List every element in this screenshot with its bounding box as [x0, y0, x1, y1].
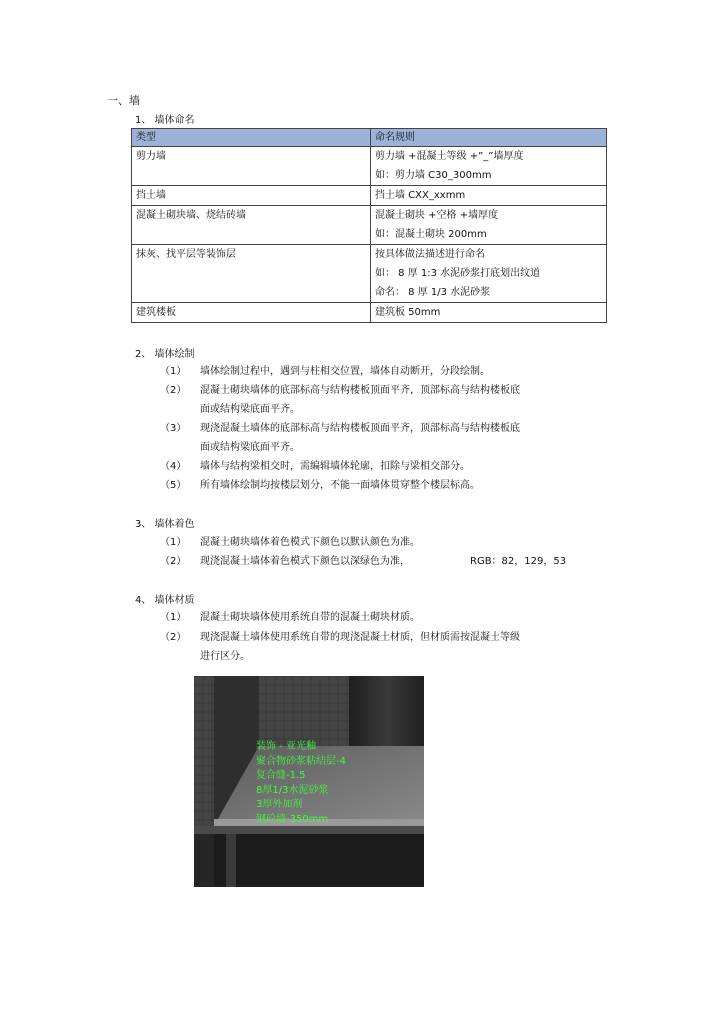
table-row	[132, 303, 607, 323]
table-row	[132, 206, 607, 245]
s3-item-text: 现浇混凝土墙体着色模式下颜色以深绿色为准，	[200, 556, 410, 567]
material-layer-overlay	[256, 740, 346, 827]
row-rules	[371, 206, 607, 245]
rule-line: 命名： 8 厚 1/3 水泥砂浆	[375, 287, 491, 298]
rule-line: 如：剪力墙 C30_300mm	[375, 170, 492, 181]
s3-item-num: （1）	[160, 537, 187, 548]
header-rules: 命名规则	[371, 129, 607, 147]
s4-item-text: 进行区分。	[200, 651, 250, 662]
table-row	[132, 186, 607, 206]
row-type: 挡土墙	[132, 186, 371, 206]
row-type: 建筑楼板	[132, 303, 371, 323]
rule-line: 建筑板 50mm	[375, 307, 441, 318]
s2-item-text: 面或结构梁底面平齐。	[200, 404, 300, 415]
naming-table	[131, 128, 607, 323]
s2-item-text: 所有墙体绘制均按楼层划分，不能一面墙体贯穿整个楼层标高。	[200, 480, 480, 491]
s4-item-text: 现浇混凝土墙体使用系统自带的现浇混凝土材质，但材质需按混凝土等级	[200, 632, 520, 643]
row-rules	[371, 245, 607, 303]
s4-item-text: 混凝土砌块墙体使用系统自带的混凝土砌块材质。	[200, 612, 420, 623]
rule-line: 挡土墙 CXX_xxmm	[375, 190, 466, 201]
table-header-row	[132, 129, 607, 147]
s2-item-num: （2）	[160, 385, 187, 396]
overlay-line: 钢砼墙-350mm	[256, 813, 329, 825]
s2-item-num: （1）	[160, 366, 187, 377]
row-type: 抹灰、找平层等装饰层	[132, 245, 371, 303]
row-rules	[371, 147, 607, 186]
s2-item-num: （3）	[160, 423, 187, 434]
s1-title: 1、 墙体命名	[135, 115, 195, 126]
s3-item-num: （2）	[160, 556, 187, 567]
wall-render-image	[194, 676, 424, 887]
rule-line: 剪力墙 +混凝土等级 +”_”墙厚度	[375, 151, 524, 162]
overlay-line: 8厚1/3水泥砂浆	[256, 784, 329, 796]
s4-title: 4、 墙体材质	[135, 595, 195, 606]
rule-line: 如： 8 厚 1:3 水泥砂浆打底划出纹道	[375, 268, 541, 279]
overlay-line: 3厚外加剂	[256, 799, 303, 810]
section-title: 一、墙	[107, 94, 140, 107]
s2-item-text: 现浇混凝土墙体的底部标高与结构楼板顶面平齐，顶部标高与结构楼板底	[200, 423, 520, 434]
s4-item-num: （2）	[160, 632, 187, 643]
row-type: 混凝土砌块墙、烧结砖墙	[132, 206, 371, 245]
row-rules	[371, 186, 607, 206]
s2-title: 2、 墙体绘制	[135, 349, 195, 360]
s2-item-text: 墙体绘制过程中，遇到与柱相交位置，墙体自动断开，分段绘制。	[200, 366, 490, 377]
s3-item-text: 混凝土砌块墙体着色模式下颜色以默认颜色为准。	[200, 537, 420, 548]
rule-line: 按具体做法描述进行命名	[375, 249, 485, 260]
s3-title: 3、 墙体着色	[135, 519, 195, 530]
row-rules	[371, 303, 607, 323]
row-type: 剪力墙	[132, 147, 371, 186]
rgb-value: RGB：82，129，53	[470, 556, 567, 567]
table-row	[132, 147, 607, 186]
overlay-line: 复合缝-1.5	[256, 770, 306, 781]
s4-item-num: （1）	[160, 612, 187, 623]
s2-item-num: （5）	[160, 480, 187, 491]
s2-item-text: 面或结构梁底面平齐。	[200, 442, 300, 453]
s2-item-text: 混凝土砌块墙体的底部标高与结构楼板顶面平齐，顶部标高与结构楼板底	[200, 385, 520, 396]
overlay-line: 聚合物砂浆粘结层-4	[256, 755, 346, 767]
rule-line: 如：混凝土砌块 200mm	[375, 229, 487, 240]
overlay-line: 装饰 - 亚光釉	[256, 741, 316, 752]
header-type: 类型	[132, 129, 371, 147]
table-row	[132, 245, 607, 303]
s2-item-text: 墙体与结构梁相交时，需编辑墙体轮廓，扣除与梁相交部分。	[200, 461, 470, 472]
rule-line: 混凝土砌块 +空格 +墙厚度	[375, 210, 499, 221]
s2-item-num: （4）	[160, 461, 187, 472]
